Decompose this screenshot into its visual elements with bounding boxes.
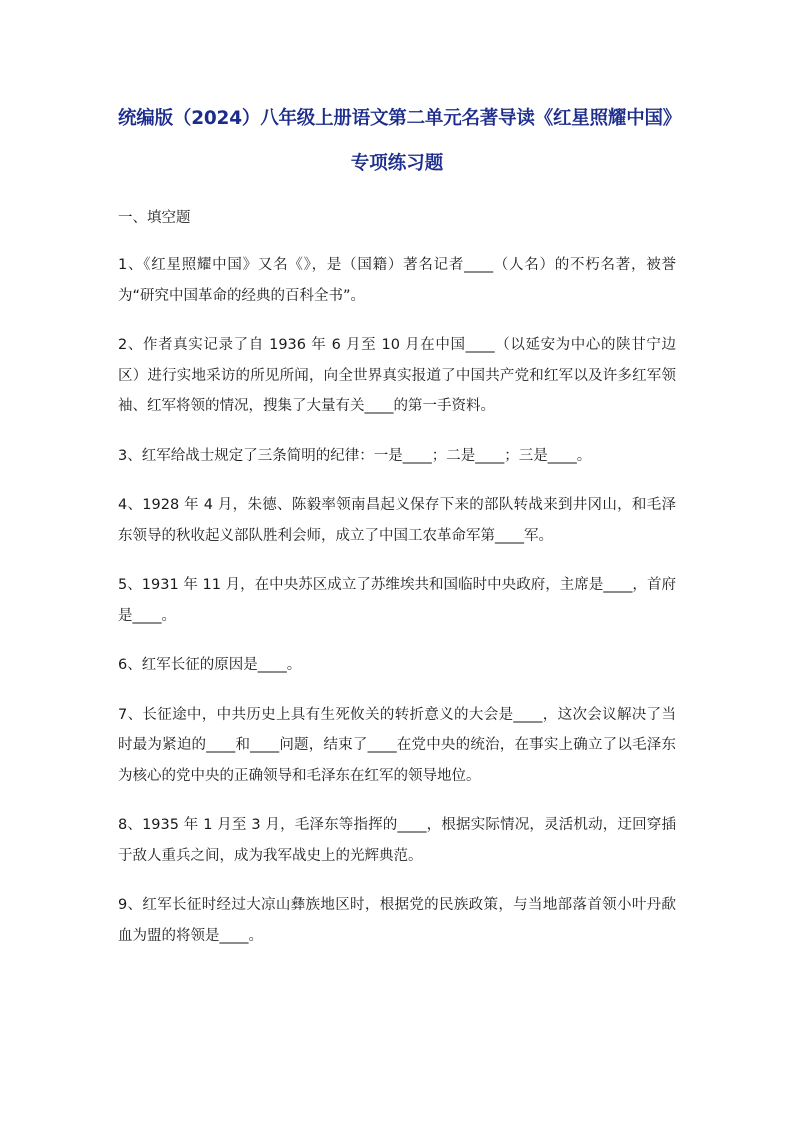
question-item: 8、1935 年 1 月至 3 月，毛泽东等指挥的____，根据实际情况，灵活机动，迂回穿插于敌人重兵之间，成为我军战史上的光辉典范。 bbox=[118, 817, 676, 864]
question-item: 5、1931 年 11 月，在中央苏区成立了苏维埃共和国临时中央政府，主席是____，首府是____。 bbox=[118, 577, 676, 624]
document-subtitle: 专项练习题 bbox=[350, 153, 444, 174]
question-item: 7、长征途中，中共历史上具有生死攸关的转折意义的大会是____，这次会议解决了当时最为紧迫的____和____问题，结束了____在党中央的统治，在事实上确立了以毛泽东为核心的党中央的正确领导和毛泽东在红军的领导地位。 bbox=[118, 706, 676, 784]
question-list bbox=[118, 250, 676, 951]
question-item: 4、1928 年 4 月，朱德、陈毅率领南昌起义保存下来的部队转战来到井冈山，和毛泽东领导的秋收起义部队胜利会师，成立了中国工农革命军第____军。 bbox=[118, 497, 676, 544]
question-item: 6、红军长征的原因是____。 bbox=[118, 657, 302, 673]
document-title: 统编版（2024）八年级上册语文第二单元名著导读《红星照耀中国》 bbox=[118, 108, 682, 129]
question-item: 2、作者真实记录了自 1936 年 6 月至 10 月在中国____（以延安为中心的陕甘宁边区）进行实地采访的所见所闻，向全世界真实报道了中国共产党和红军以及许多红军领袖、红军将领的情况，搜集了大量有关____的第一手资料。 bbox=[118, 337, 676, 414]
section-heading: 一、填空题 bbox=[118, 210, 191, 226]
question-item: 9、红军长征时经过大凉山彝族地区时，根据党的民族政策，与当地部落首领小叶丹歃血为盟的将领是____。 bbox=[118, 897, 676, 944]
question-item: 1、《红星照耀中国》又名《》，是（国籍）著名记者____（人名）的不朽名著，被誉为“研究中国革命的经典的百科全书”。 bbox=[118, 257, 676, 304]
question-item: 3、红军给战士规定了三条简明的纪律：一是____；二是____；三是____。 bbox=[118, 447, 592, 464]
